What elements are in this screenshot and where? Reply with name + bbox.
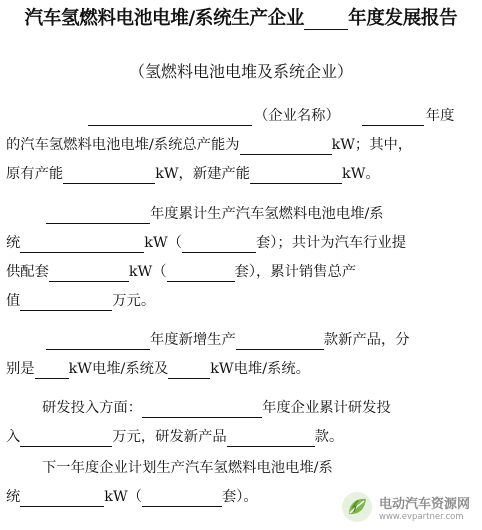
- total-capacity-label: 的汽车氢燃料电池电堆/系统总产能为: [6, 137, 240, 153]
- supply-sets-blank[interactable]: [167, 265, 235, 282]
- unit-text: kW。: [342, 166, 380, 182]
- paragraph-line: [6, 204, 476, 224]
- text-fragment: 别是: [6, 361, 35, 377]
- text-fragment: 款新产品，分: [323, 332, 410, 348]
- paragraph-line: [6, 262, 476, 282]
- title-text-main: 汽车氢燃料电池电堆/系统生产企业: [24, 8, 305, 29]
- text-fragment: 套）；共计为汽车行业提: [255, 235, 407, 251]
- system-kw-blank[interactable]: [168, 362, 210, 379]
- year-blank[interactable]: [46, 207, 150, 224]
- year-blank[interactable]: [304, 11, 348, 30]
- rd-label: 研发投入方面：: [42, 400, 143, 416]
- watermark-url: www.evpartner.com: [379, 511, 464, 522]
- text-fragment: 年度企业累计研发投: [262, 400, 391, 416]
- plan-kw-blank[interactable]: [20, 490, 104, 507]
- new-products-label: 年度新增生产: [150, 332, 236, 348]
- company-name-label: （企业名称）: [254, 108, 340, 124]
- unit-text: kW（: [128, 264, 167, 280]
- existing-capacity-label: 原有产能: [6, 166, 64, 182]
- production-kw-blank[interactable]: [20, 236, 144, 253]
- paragraph-line: [6, 291, 476, 311]
- text-fragment: 万元，研发新产品: [112, 429, 227, 445]
- paragraph-line: [6, 233, 476, 253]
- unit-text: 万元。: [112, 293, 156, 309]
- text-fragment: 套）。: [221, 489, 258, 505]
- supply-kw-blank[interactable]: [49, 265, 129, 282]
- new-products-count-blank[interactable]: [236, 333, 324, 350]
- title-text-suffix: 年度发展报告: [348, 8, 458, 29]
- paragraph-line: [6, 398, 476, 418]
- text-fragment: 款。: [314, 429, 344, 445]
- paragraph-line: [6, 359, 476, 379]
- paragraph-line: [6, 135, 476, 155]
- text-fragment: 套），累计销售总产: [234, 264, 357, 280]
- watermark-name: 电动汽车资源网: [379, 496, 471, 512]
- year-blank[interactable]: [46, 333, 150, 350]
- unit-text: kW电堆/系统。: [210, 361, 310, 377]
- watermark-logo: [340, 488, 480, 526]
- next-year-plan-label: 下一年度企业计划生产汽车氢燃料电池电堆/系: [42, 460, 333, 476]
- paragraph-line: [6, 458, 476, 478]
- sales-value-blank[interactable]: [20, 294, 112, 311]
- unit-text: kW（: [104, 489, 142, 505]
- paragraph-line: [6, 427, 476, 447]
- existing-capacity-blank[interactable]: [63, 167, 155, 184]
- cumulative-production-label: 年度累计生产汽车氢燃料电池电堆/系: [150, 206, 384, 222]
- year-blank[interactable]: [142, 401, 262, 418]
- stack-kw-blank[interactable]: [35, 362, 69, 379]
- company-name-blank[interactable]: [88, 109, 252, 126]
- supply-label: 供配套: [6, 264, 49, 280]
- page-subtitle: （氢燃料电池电堆及系统企业）: [128, 62, 353, 81]
- text-fragment: 统: [6, 235, 21, 251]
- plan-sets-blank[interactable]: [142, 490, 222, 507]
- paragraph-line: [6, 330, 476, 350]
- production-sets-blank[interactable]: [182, 236, 256, 253]
- rd-products-blank[interactable]: [227, 430, 315, 447]
- unit-text: kW电堆/系统及: [68, 361, 169, 377]
- leaf-logo-icon: [340, 490, 374, 524]
- text-fragment: 入: [6, 429, 21, 445]
- page-title: [0, 4, 482, 30]
- unit-text: kW；其中，: [331, 137, 413, 153]
- text-fragment: 统: [6, 489, 21, 505]
- new-capacity-blank[interactable]: [250, 167, 342, 184]
- total-capacity-blank[interactable]: [240, 138, 332, 155]
- year-label: 年度: [425, 108, 455, 124]
- paragraph-line: [6, 164, 476, 184]
- new-capacity-label: kW，新建产能: [155, 166, 251, 182]
- paragraph-line: [6, 106, 476, 126]
- unit-text: kW（: [144, 235, 182, 251]
- text-fragment: 值: [6, 293, 21, 309]
- rd-investment-blank[interactable]: [20, 430, 112, 447]
- year-blank[interactable]: [362, 109, 424, 126]
